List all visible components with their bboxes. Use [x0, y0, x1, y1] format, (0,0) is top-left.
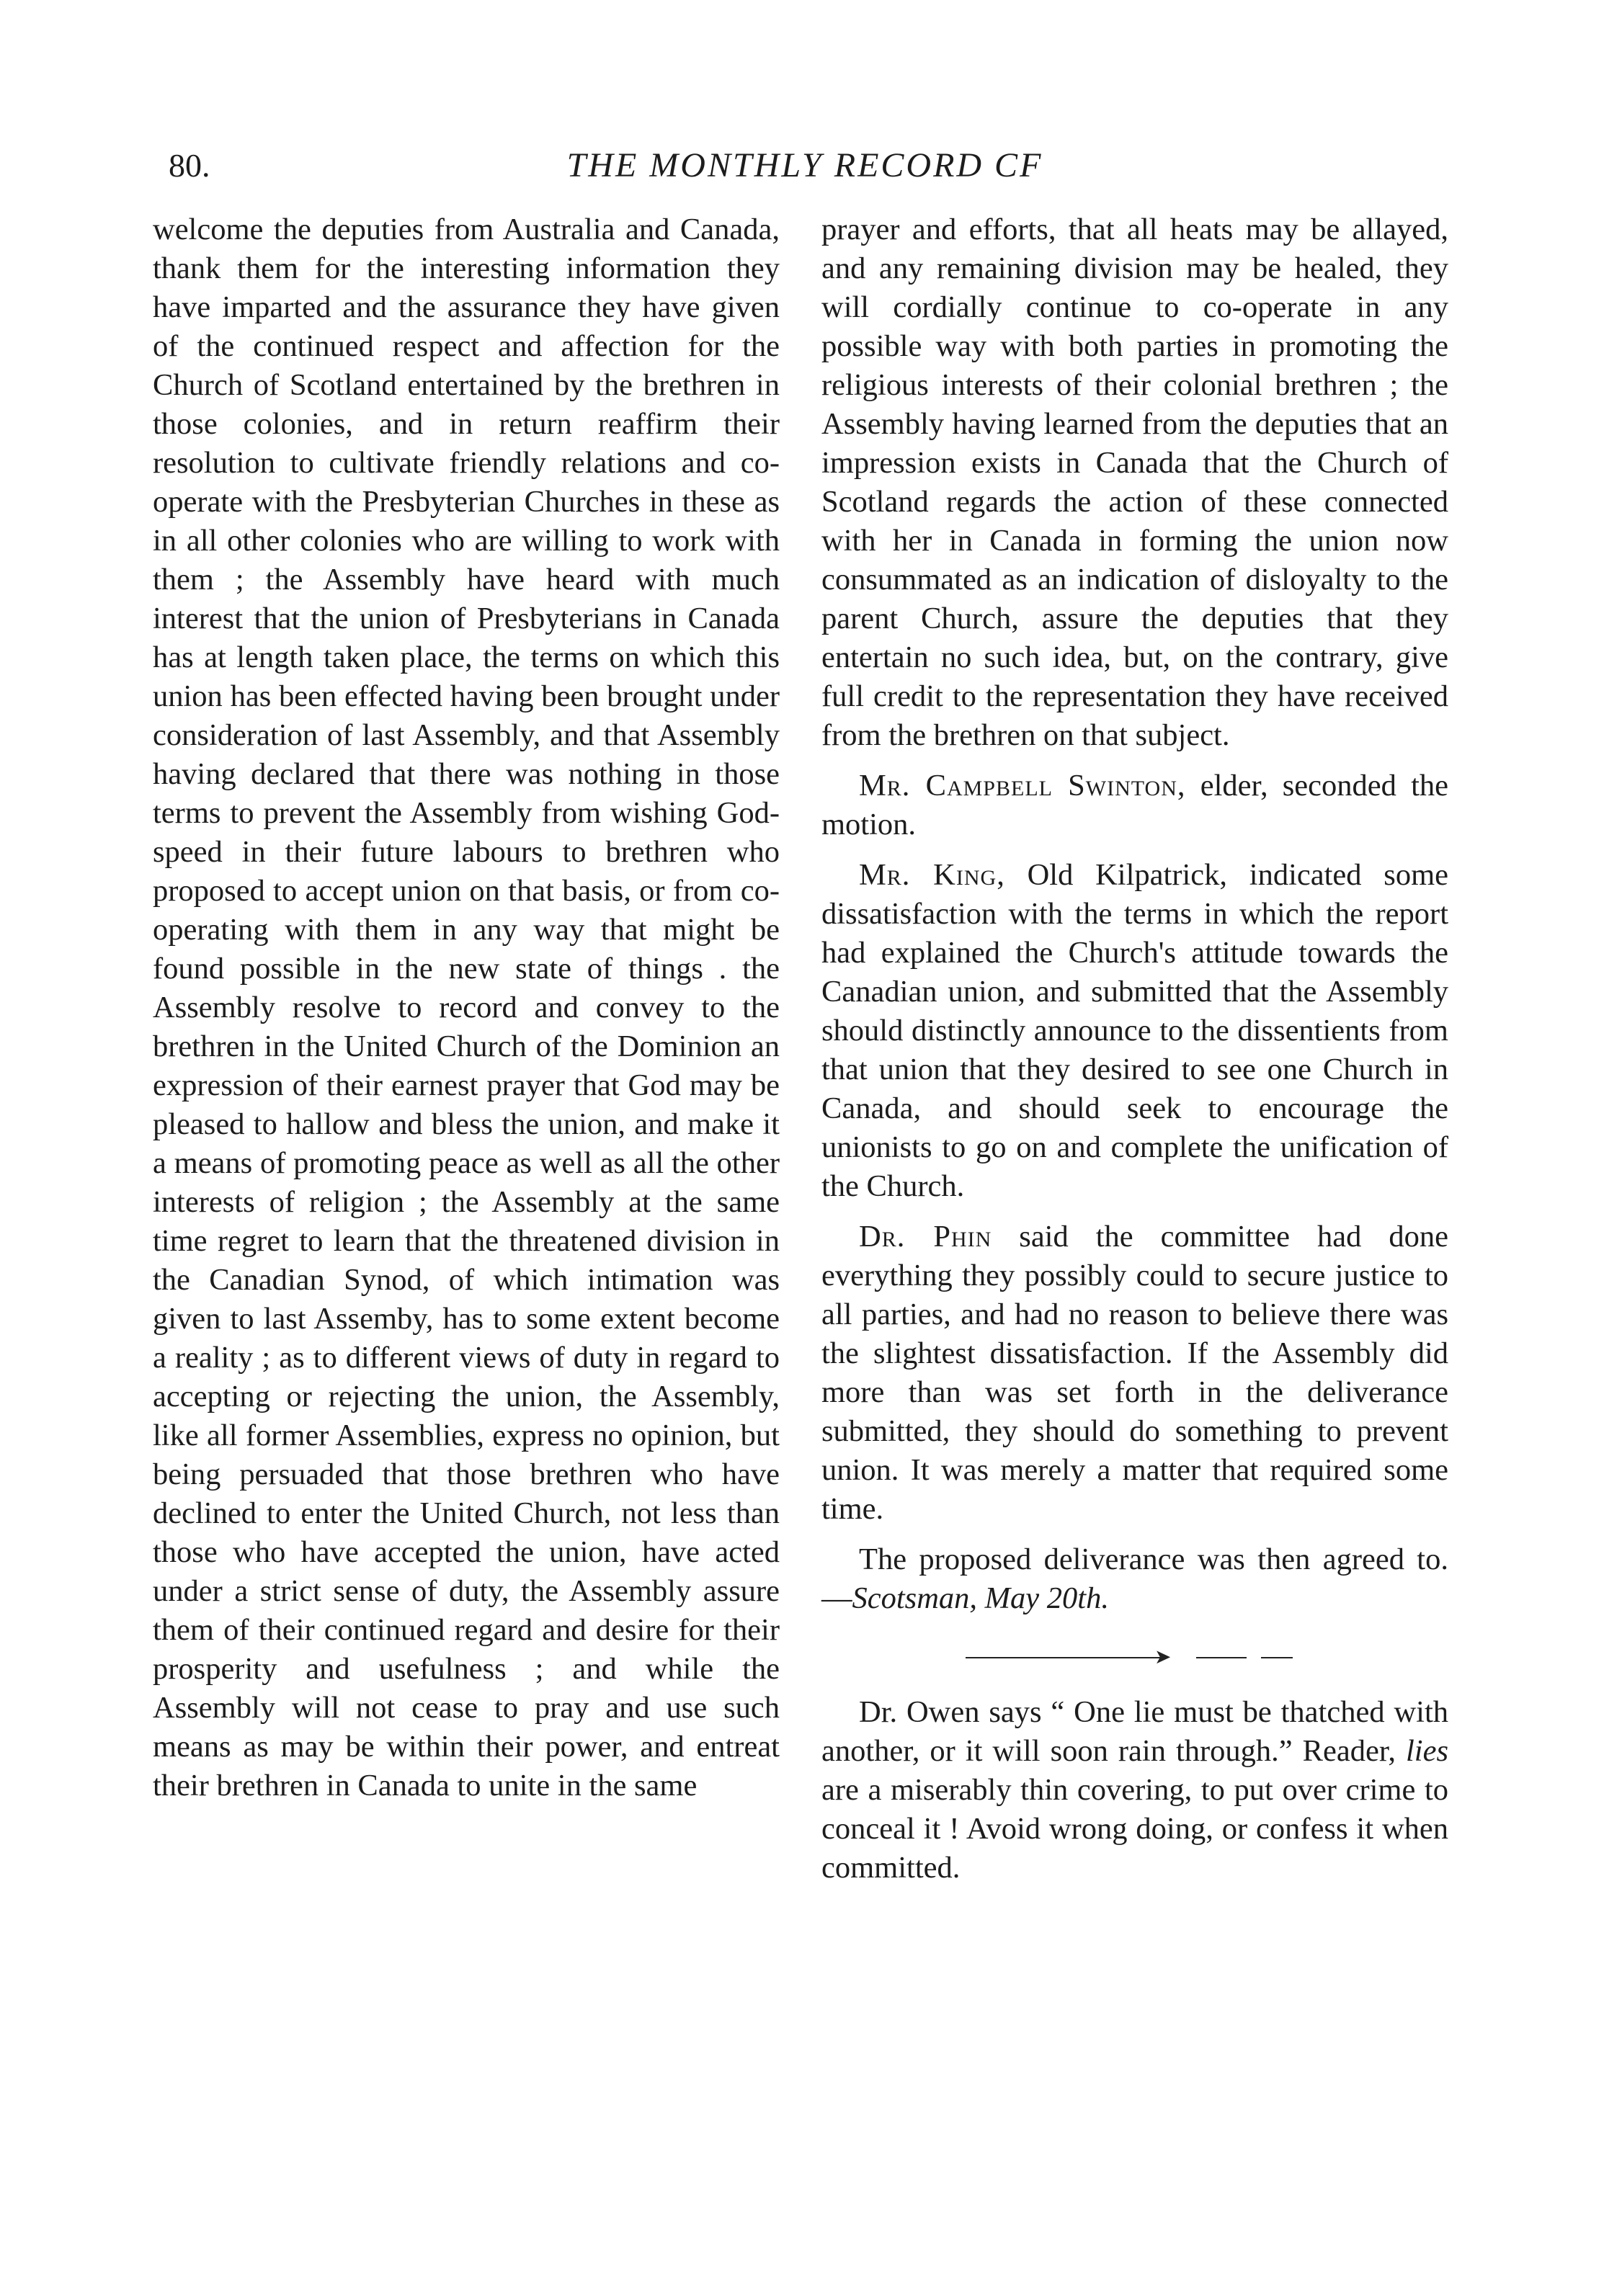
king-paragraph [821, 856, 1448, 1206]
section-divider [821, 1647, 1448, 1669]
divider-rule [966, 1657, 1160, 1658]
owen-paragraph [821, 1693, 1448, 1888]
paragraph-text: elder, seconded the motion. [821, 769, 1448, 841]
divider-rule [1261, 1657, 1293, 1658]
right-column [821, 210, 1448, 1899]
paragraph-text: Old Kilpatrick, indicated some dissatisfaction with the terms in which the report had explained the Church's attitude towards the Canadian union, and submitted that the Assembly should distinctly announce to the dissentients from that union that they desired to see one Church in Canada, and should seek to encourage the unionists to go on and complete the unification of the Church. [821, 858, 1449, 1203]
italic-word: lies [1405, 1734, 1448, 1768]
swinton-paragraph [821, 767, 1448, 844]
deliverance-paragraph [821, 1540, 1448, 1618]
speaker-name: Dr. Phin [859, 1220, 992, 1254]
speaker-name: Mr. King, [859, 858, 1005, 892]
divider-ornament-icon: ➤ [1154, 1646, 1172, 1669]
page-number: 80. [169, 147, 210, 184]
left-column [153, 210, 780, 1817]
divider-rule [1196, 1657, 1247, 1658]
running-title: THE MONTHLY RECORD CF [566, 146, 1043, 184]
right-paragraph-continuation: prayer and efforts, that all heats may be allayed, and any remaining division may be healed, they will cordially continue to co-operate in any possible way with both parties in promoting the religious interests of their colonial brethren ; the Assembly having learned from the deputies that an impression exists in Canada that the Church of Scotland regards the action of these connected with her in Canada in forming the union now consummated as an indication of disloyalty to the parent Church, assure the deputies that they entertain no such idea, but, on the contrary, give full credit to the representation they have received from the brethren on that subject. [821, 213, 1448, 752]
paragraph-text: Dr. Owen says “ One lie must be thatched with another, or it will soon rain through.” Reader, [821, 1695, 1448, 1768]
source-citation: Scotsman, May 20th. [852, 1581, 1109, 1615]
page-header [153, 144, 1457, 195]
speaker-name: Mr. Campbell Swinton, [859, 769, 1186, 803]
phin-paragraph [821, 1218, 1448, 1529]
paragraph-text: The proposed deliverance was then agreed to.— [821, 1542, 1448, 1615]
paragraph-text: are a miserably thin covering, to put over crime to conceal it ! Avoid wrong doing, or confess it when committed. [821, 1773, 1448, 1885]
paragraph-text: said the committee had done everything they possibly could to secure justice to all parties, and had no reason to believe there was the slightest dissatisfaction. If the Assembly did more than was set forth in the deliverance submitted, they should do something to prevent union. It was merely a matter that required some time. [821, 1220, 1448, 1526]
left-paragraph: welcome the deputies from Australia and Canada, thank them for the interesting information they have imparted and the assurance they have given of the continued respect and affection for the Church of Scotland entertained by the brethren in those colonies, and in return reaffirm their resolution to cultivate friendly relations and co-operate with the Presbyterian Churches in these as in all other colonies who are willing to work with them ; the Assembly have heard with much interest that the union of Presbyterians in Canada has at length taken place, the terms on which this union has been effected having been brought under consideration of last Assembly, and that Assembly having declared that there was nothing in those terms to prevent the Assembly from wishing God-speed in their future labours to brethren who proposed to accept union on that basis, or from co-operating with them in any way that might be found possible in the new state of things . the Assembly resolve to record and convey to the brethren in the United Church of the Dominion an expression of their earnest prayer that God may be pleased to hallow and bless the union, and make it a means of promoting peace as well as all the other interests of religion ; the Assembly at the same time regret to learn that the threatened division in the Canadian Synod, of which intimation was given to last Assemby, has to some extent become a reality ; as to different views of duty in regard to accepting or rejecting the union, the Assembly, like all former Assemblies, express no opinion, but being persuaded that those brethren who have declined to enter the United Church, not less than those who have accepted the union, have acted under a strict sense of duty, the Assembly assure them of their continued regard and desire for their prosperity and usefulness ; and while the Assembly will not cease to pray and use such means as may be within their power, and entreat their brethren in Canada to unite in the same [153, 213, 780, 1803]
